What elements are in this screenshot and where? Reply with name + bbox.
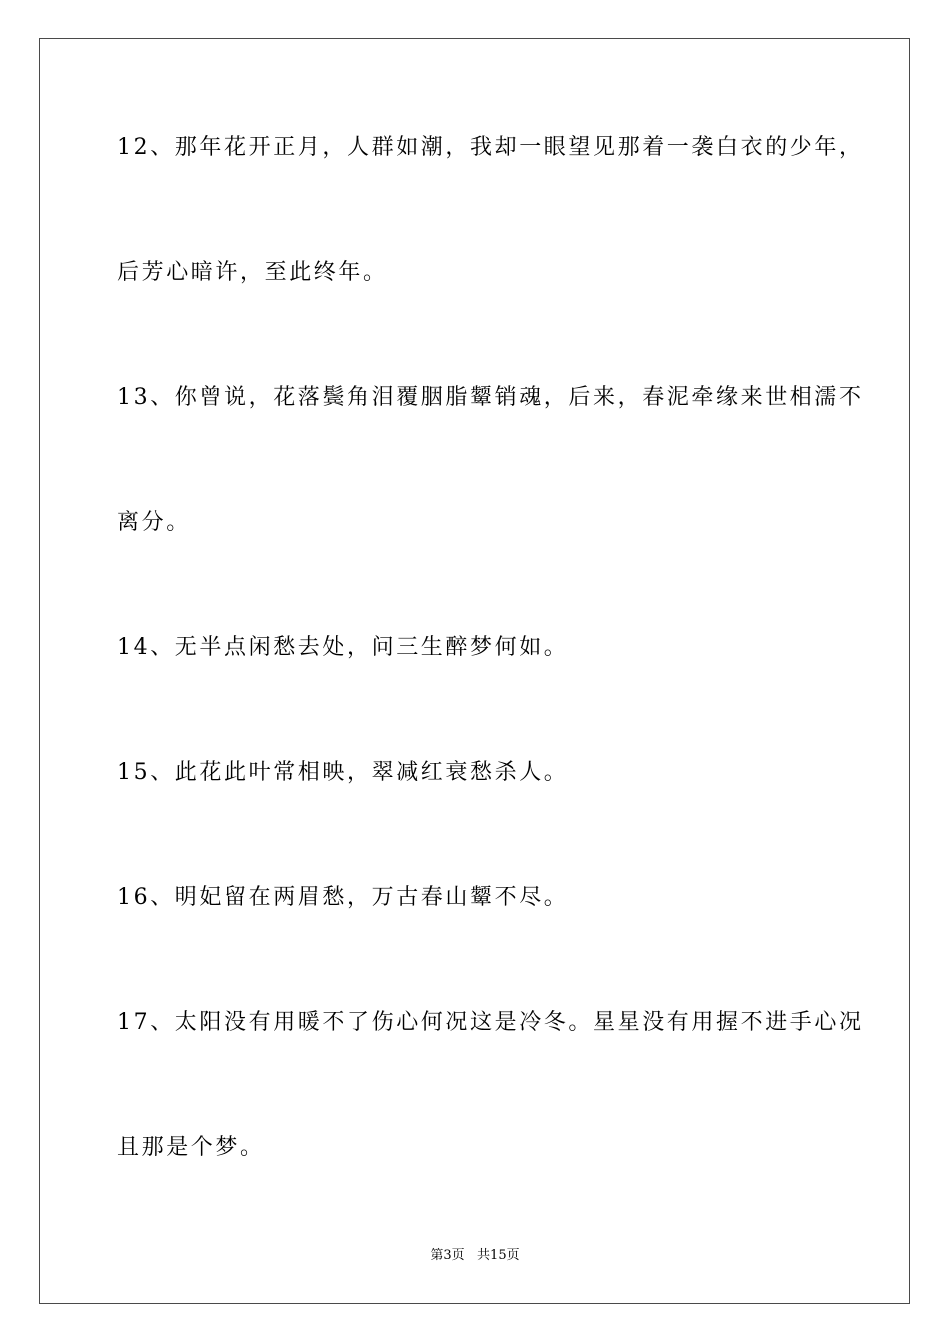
page-frame: [39, 38, 910, 1304]
page-number-footer: 第3页 共15页: [430, 1248, 520, 1263]
text-line: 后芳心暗许，至此终年。: [117, 260, 388, 285]
text-line: 12、那年花开正月，人群如潮，我却一眼望见那着一袭白衣的少年，: [117, 135, 864, 160]
text-line: 16、明妃留在两眉愁，万古春山颦不尽。: [117, 885, 569, 910]
text-line: 离分。: [117, 510, 191, 535]
text-line: 17、太阳没有用暖不了伤心何况这是冷冬。星星没有用握不进手心况: [117, 1010, 864, 1035]
text-line: 14、无半点闲愁去处，问三生醉梦何如。: [117, 635, 569, 660]
text-line: 且那是个梦。: [117, 1135, 265, 1160]
text-line: 15、此花此叶常相映，翠减红衰愁杀人。: [117, 760, 569, 785]
text-line: 13、你曾说，花落鬓角泪覆胭脂颦销魂，后来，春泥牵缘来世相濡不: [117, 385, 864, 410]
